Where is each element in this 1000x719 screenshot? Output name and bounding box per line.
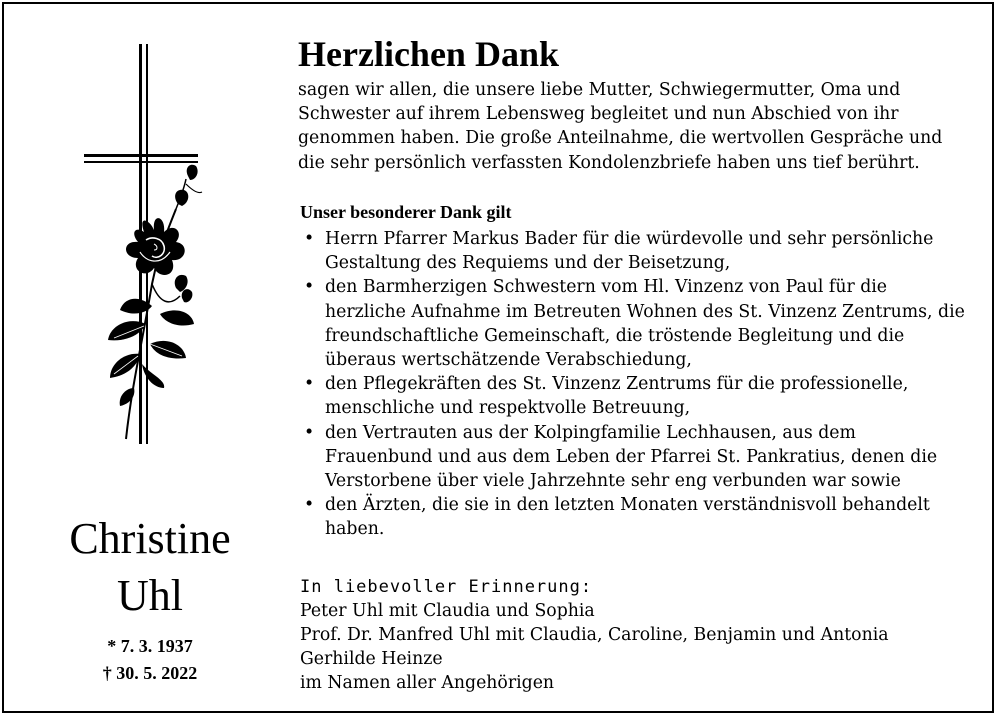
thanks-list: [298, 227, 968, 542]
mourner-line: Prof. Dr. Manfred Uhl mit Claudia, Caroline, Benjamin und Antonia: [300, 625, 889, 645]
list-item: [298, 275, 968, 372]
intro-paragraph: sagen wir allen, die unsere liebe Mutter, Schwiegermutter, Oma und Schwester auf ihrem Lebensweg begleitet und nun Abschied von ihr genommen haben. Die große Anteilnahme, die wertvollen Gespräche und die sehr persönlich verfassten Kondolenzbriefe haben uns tief berührt.: [298, 80, 943, 173]
bullet-icon: •: [304, 495, 315, 516]
bullet-icon: •: [304, 277, 315, 298]
list-item-text: den Ärzten, die sie in den letzten Monaten verständnisvoll behandelt haben.: [325, 495, 930, 540]
closing-block: [300, 575, 970, 695]
deceased-last-name: Uhl: [117, 571, 183, 620]
mourner-line: Gerhilde Heinze: [300, 649, 443, 669]
deceased-first-name: Christine: [69, 514, 231, 563]
list-item: [298, 372, 968, 420]
cross-with-rose-icon: [80, 44, 220, 454]
bullet-icon: •: [304, 374, 315, 395]
list-item: [298, 421, 968, 494]
special-thanks-heading: Unser besonderer Dank gilt: [300, 202, 512, 222]
list-item-text: Herrn Pfarrer Markus Bader für die würdevolle und sehr persönliche Gestaltung des Requiems und der Beisetzung,: [325, 229, 934, 274]
list-item-text: den Barmherzigen Schwestern vom Hl. Vinzenz von Paul für die herzliche Aufnahme im Betreuten Wohnen des St. Vinzenz Zentrums, die freundschaftliche Gemeinschaft, die tröstende Begleitung und die überaus wertschätzende Verabschiedung,: [325, 277, 965, 371]
list-item: [298, 227, 968, 275]
birth-date: * 7. 3. 1937: [107, 636, 193, 656]
bullet-icon: •: [304, 422, 315, 443]
list-item: [298, 493, 968, 541]
closing-intro: In liebevoller Erinnerung:: [300, 577, 593, 597]
left-column: [0, 0, 280, 719]
mourner-line: Peter Uhl mit Claudia und Sophia: [300, 601, 595, 621]
notice-heading: Herzlichen Dank: [298, 34, 559, 74]
bullet-icon: •: [304, 229, 315, 249]
list-item-text: den Pflegekräften des St. Vinzenz Zentrums für die professionelle, menschliche und respektvolle Betreuung,: [325, 374, 909, 419]
list-item-text: den Vertrauten aus der Kolpingfamilie Lechhausen, aus dem Frauenbund und aus dem Leben der Pfarrei St. Pankratius, denen die Verstorbene über viele Jahrzehnte sehr eng verbunden war sowie: [325, 422, 938, 492]
death-date: † 30. 5. 2022: [102, 663, 198, 683]
mourner-line: im Namen aller Angehörigen: [300, 673, 555, 693]
